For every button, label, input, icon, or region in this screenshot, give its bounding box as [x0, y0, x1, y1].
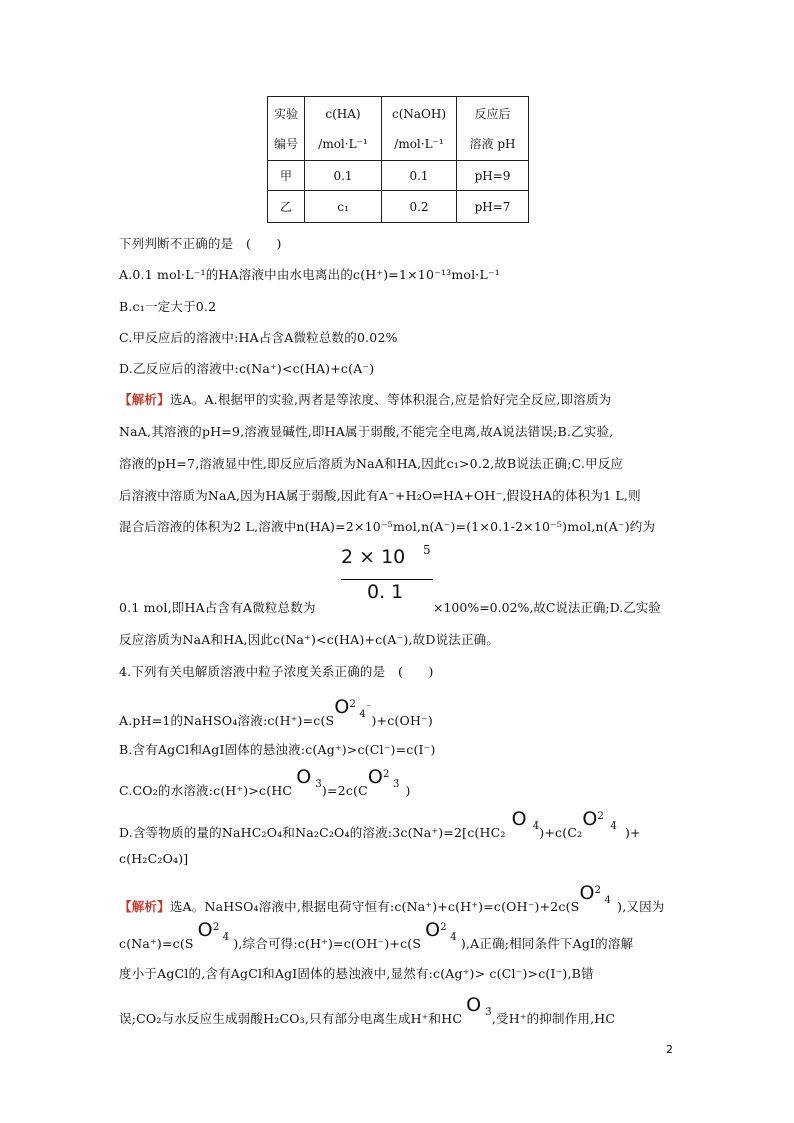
cell: pH=7 — [457, 191, 529, 223]
analysis3-line1: 【解析】选A。A.根据甲的实验,两者是等浓度、等体积混合,应是恰好完全反应,即溶质为 — [119, 392, 612, 407]
analysis3-line6b: ×100%=0.02%,故C说法正确;D.乙实验 — [433, 600, 661, 615]
cell: 甲 — [268, 161, 305, 191]
q3-stem: 下列判断不正确的是 ( ) — [119, 236, 282, 251]
page-number: 2 — [666, 1043, 673, 1056]
analysis4-line4: 误;CO₂与水反应生成弱酸H₂CO₃,只有部分电离生成H⁺和HCO $^{3̄}$,受H⁺的抑制作用,HC — [119, 994, 616, 1026]
analysis-tag: 【解析】 — [119, 899, 170, 914]
experiment-table — [267, 96, 529, 223]
cell: 0.1 — [382, 161, 457, 191]
header-ph: 反应后 溶液 pH — [457, 97, 529, 161]
q4-option-d: D.含等物质的量的NaHC₂O₄和Na₂C₂O₄的溶液:3c(Na⁺)=2[c(HC₂O $^{4̄})+c(C_2O^2$ $^{4̄}$ )+ — [119, 808, 641, 840]
cell: 0.2 — [382, 191, 457, 223]
analysis3-line2: NaA,其溶液的pH=9,溶液显碱性,即HA属于弱酸,不能完全电离,故A说法错误;B.乙实验, — [119, 424, 614, 439]
analysis4-line2: $c(Na^+)=c(SO^2$ $^{4̄}$ ),综合可得$:c(H^+)=c(OH^-)+c(SO^2$ $^{4̄}$ ),A正确;相同条件下AgI的溶解 — [119, 919, 634, 951]
fraction-denominator: 0. 1 — [367, 581, 404, 603]
cell: 0.1 — [305, 161, 382, 191]
cell: 乙 — [268, 191, 305, 223]
fraction-exponent: 5 — [423, 543, 431, 557]
fraction-numerator: 2 × 10 — [341, 546, 406, 568]
q3-option-c: C.甲反应后的溶液中:HA占含A微粒总数的0.02% — [119, 330, 398, 345]
header-c-naoh: c(NaOH) /mol·L⁻¹ — [382, 97, 457, 161]
table-row — [268, 161, 529, 191]
q3-option-b: B.c₁一定大于0.2 — [119, 299, 217, 314]
analysis3-line6a: 0.1 mol,即HA占含有A微粒总数为 — [119, 600, 316, 615]
analysis3-line3: 溶液的pH=7,溶液显中性,即反应后溶质为NaA和HA,因此c₁>0.2,故B说法正确;C.甲反应 — [119, 456, 624, 471]
table-row — [268, 191, 529, 223]
analysis3-line4: 后溶液中溶质为NaA,因为HA属于弱酸,因此有A⁻+H₂O⇌HA+OH⁻,假设HA的体积为1 L,则 — [119, 488, 641, 503]
fraction-bar — [341, 579, 433, 580]
analysis4-line1: 【解析】选A。NaHSO₄溶液中,根据电荷守恒有$:c(Na^+)+c(H^+)=c(OH^-)+2c(SO^2$ $^4$ ),又因为 — [119, 882, 665, 914]
analysis3-line7: 反应溶质为NaA和HA,因此c(Na⁺)<c(HA)+c(A⁻),故D说法正确。 — [119, 632, 500, 647]
q3-option-a: A.0.1 mol·L⁻¹的HA溶液中由水电离出的c(H⁺)=1×10⁻¹³mol·L⁻¹ — [119, 267, 500, 282]
analysis-tag: 【解析】 — [119, 392, 170, 407]
cell: c₁ — [305, 191, 382, 223]
q4-option-b: B.含有AgCl和AgI固体的悬浊液:c(Ag⁺)>c(Cl⁻)=c(I⁻) — [119, 742, 436, 757]
header-c-ha: c(HA) /mol·L⁻¹ — [305, 97, 382, 161]
cell: pH=9 — [457, 161, 529, 191]
q4-option-d-cont: c(H₂C₂O₄)] — [119, 851, 189, 866]
q3-option-d: D.乙反应后的溶液中:c(Na⁺)<c(HA)+c(A⁻) — [119, 361, 375, 376]
q4-option-c: C.CO₂的水溶液:c(H⁺)>c(HCO $^{3̄})=2c(CO^2$ $^{3̄}$ ) — [119, 766, 411, 798]
analysis3-line5: 混合后溶液的体积为2 L,溶液中n(HA)=2×10⁻⁵mol,n(A⁻)=(1×0.1-2×10⁻⁵)mol,n(A⁻)约为 — [119, 519, 656, 534]
q4-stem: 4.下列有关电解质溶液中粒子浓度关系正确的是 ( ) — [119, 664, 434, 679]
header-exp-no: 实验 编号 — [268, 97, 305, 161]
q4-option-a: A.pH=1的NaHSO₄溶液$:c(H^+)=c(SO^2$ $^{4^-}$)+c(OH⁻) — [119, 696, 433, 728]
analysis4-line3: 度小于AgCl的,含有AgCl和AgI固体的悬浊液中,显然有:c(Ag⁺)> c(Cl⁻)>c(I⁻),B错 — [119, 966, 594, 981]
